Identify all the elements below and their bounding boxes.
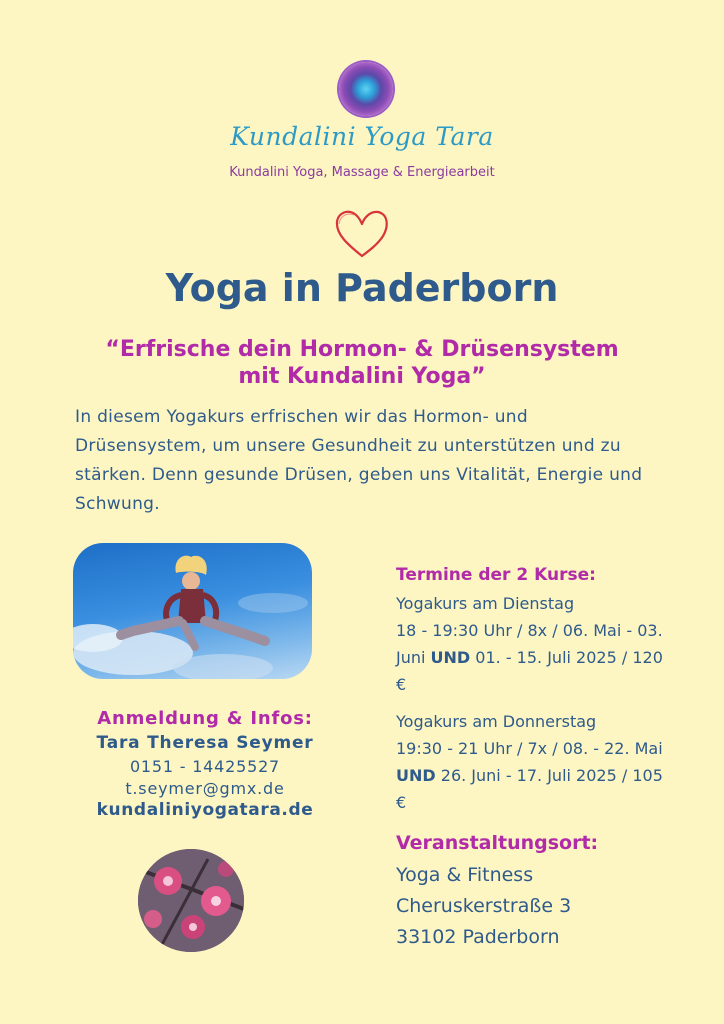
blossom-photo: [138, 849, 244, 952]
quote-line-2: mit Kundalini Yoga”: [238, 364, 486, 389]
contact-heading: Anmeldung & Infos:: [97, 708, 313, 729]
venue-address: [396, 860, 696, 953]
mandala-logo-icon: [339, 62, 393, 116]
quote: [60, 336, 664, 390]
courses-heading: Termine der 2 Kurse:: [396, 565, 596, 585]
page-title: Yoga in Paderborn: [165, 266, 559, 310]
quote-line-1: “Erfrische dein Hormon- & Drüsensystem: [105, 337, 619, 362]
tagline: Kundalini Yoga, Massage & Energiearbeit: [229, 165, 495, 180]
brand-name: Kundalini Yoga Tara: [230, 122, 494, 151]
venue-line-2: Cheruskerstraße 3: [396, 895, 572, 917]
course-2-details: 19:30 - 21 Uhr / 7x / 08. - 22. Mai UND 26. Juni - 17. Juli 2025 / 105 €: [396, 739, 663, 812]
contact-phone: 0151 - 14425527: [129, 757, 281, 776]
contact-name: Tara Theresa Seymer: [96, 733, 314, 753]
course-2-title: Yogakurs am Donnerstag: [396, 712, 597, 731]
jumping-yogi-photo: [73, 543, 312, 679]
venue-heading: Veranstaltungsort:: [396, 832, 599, 854]
course-1-title: Yogakurs am Dienstag: [396, 594, 575, 613]
venue-line-1: Yoga & Fitness: [396, 864, 534, 886]
course-1: [396, 590, 671, 698]
heart-icon: [333, 206, 391, 262]
contact-website-link[interactable]: kundaliniyogatara.de: [96, 800, 314, 820]
contact-email[interactable]: t.seymer@gmx.de: [125, 779, 285, 798]
intro-text: In diesem Yogakurs erfrischen wir das Hormon- und Drüsensystem, um unsere Gesundheit zu unterstützen und zu stärken. Denn gesunde Drüsen, geben uns Vitalität, Energie und Schwung.: [75, 407, 643, 514]
course-1-details: 18 - 19:30 Uhr / 8x / 06. Mai - 03. Juni UND 01. - 15. Juli 2025 / 120 €: [396, 621, 663, 694]
venue-line-3: 33102 Paderborn: [396, 926, 560, 948]
course-2: [396, 708, 671, 816]
